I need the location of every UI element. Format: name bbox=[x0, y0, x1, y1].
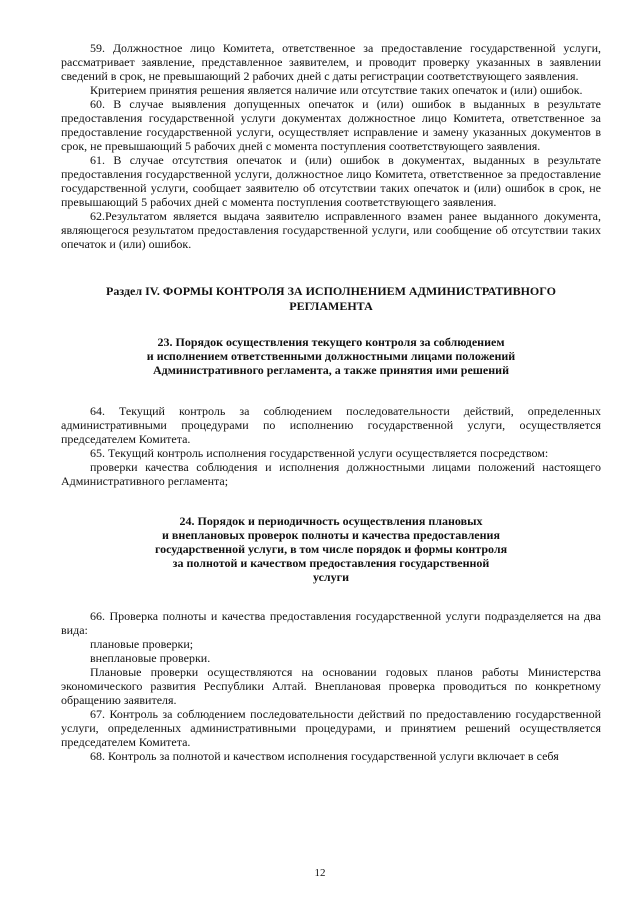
document-body bbox=[61, 41, 601, 763]
subsection-23-line: Административного регламента, а также принятия ими решений bbox=[153, 363, 509, 377]
paragraph-62: 62.Результатом является выдача заявителю исправленного взамен ранее выданного документа, являющегося результатом предоставления государственной услуги, или сообщение об отсутствии таких опечаток и (или) ошибок. bbox=[61, 209, 601, 251]
paragraph-59-criterion: Критерием принятия решения является наличие или отсутствие таких опечаток и (или) ошибок. bbox=[90, 83, 583, 97]
paragraph-66-item-unplanned: внеплановые проверки. bbox=[90, 651, 211, 665]
subsection-24-line: услуги bbox=[312, 570, 350, 584]
paragraph-60: 60. В случае выявления допущенных опечаток и (или) ошибок в выданных в результате предоставления государственной услуги документах должностное лицо Комитета, ответственное за предоставление государственной услуги, осуществляет исправление и замену указанных документов в срок, не превышающий 5 рабочих дней с момента поступления соответствующего заявления. bbox=[61, 97, 601, 153]
paragraph-65: 65. Текущий контроль исполнения государственной услуги осуществляется посредством: bbox=[90, 446, 549, 460]
paragraph-59: 59. Должностное лицо Комитета, ответственное за предоставление государственной услуги, рассматривает заявление, представленное заявителем, и проводит проверку указанных в заявлении сведений в срок, не превышающий 2 рабочих дней с даты регистрации соответствующего заявления. bbox=[61, 41, 601, 83]
paragraph-68: 68. Контроль за полнотой и качеством исполнения государственной услуги включает в себя bbox=[90, 749, 559, 763]
subsection-24-line: и внеплановых проверок полноты и качества предоставления bbox=[162, 528, 500, 542]
subsection-24-line: за полнотой и качеством предоставления государственной bbox=[172, 556, 490, 570]
page-number: 12 bbox=[314, 867, 326, 879]
subsection-23-line: и исполнением ответственными должностными лицами положений bbox=[146, 349, 516, 363]
subsection-23-heading bbox=[61, 335, 601, 377]
paragraph-64: 64. Текущий контроль за соблюдением последовательности действий, определенных административными процедурами по исполнению государственной услуги, осуществляется председателем Комитета. bbox=[61, 404, 601, 446]
paragraph-66-item-planned: плановые проверки; bbox=[90, 637, 194, 651]
paragraph-65-item: проверки качества соблюдения и исполнения должностными лицами положений настоящего Административного регламента; bbox=[61, 460, 601, 488]
paragraph-66: 66. Проверка полноты и качества предоставления государственной услуги подразделяется на два вида: bbox=[61, 609, 601, 637]
section-4-title: Раздел IV. ФОРМЫ КОНТРОЛЯ ЗА ИСПОЛНЕНИЕМ АДМИНИСТРАТИВНОГО РЕГЛАМЕНТА bbox=[106, 284, 556, 313]
subsection-24-line: государственной услуги, в том числе порядок и формы контроля bbox=[154, 542, 508, 556]
subsection-23-line: 23. Порядок осуществления текущего контроля за соблюдением bbox=[157, 335, 505, 349]
paragraph-61: 61. В случае отсутствия опечаток и (или) ошибок в документах, выданных в результате предоставления государственной услуги, должностное лицо Комитета, ответственное за предоставление государственной услуги, сообщает заявителю об отсутствии таких опечаток и (или) ошибок в срок, не превышающий 5 рабочих дней с момента поступления соответствующего заявления. bbox=[61, 153, 601, 209]
subsection-24-heading bbox=[61, 514, 601, 584]
subsection-24-line: 24. Порядок и периодичность осуществления плановых bbox=[179, 514, 483, 528]
paragraph-66-details: Плановые проверки осуществляются на основании годовых планов работы Министерства экономического развития Республики Алтай. Внеплановая проверка проводиться по конкретному обращению заявителя. bbox=[61, 665, 601, 707]
paragraph-67: 67. Контроль за соблюдением последовательности действий по предоставлению государственной услуги, определенных административными процедурами, и принятием решений осуществляется председателем Комитета. bbox=[61, 707, 601, 749]
